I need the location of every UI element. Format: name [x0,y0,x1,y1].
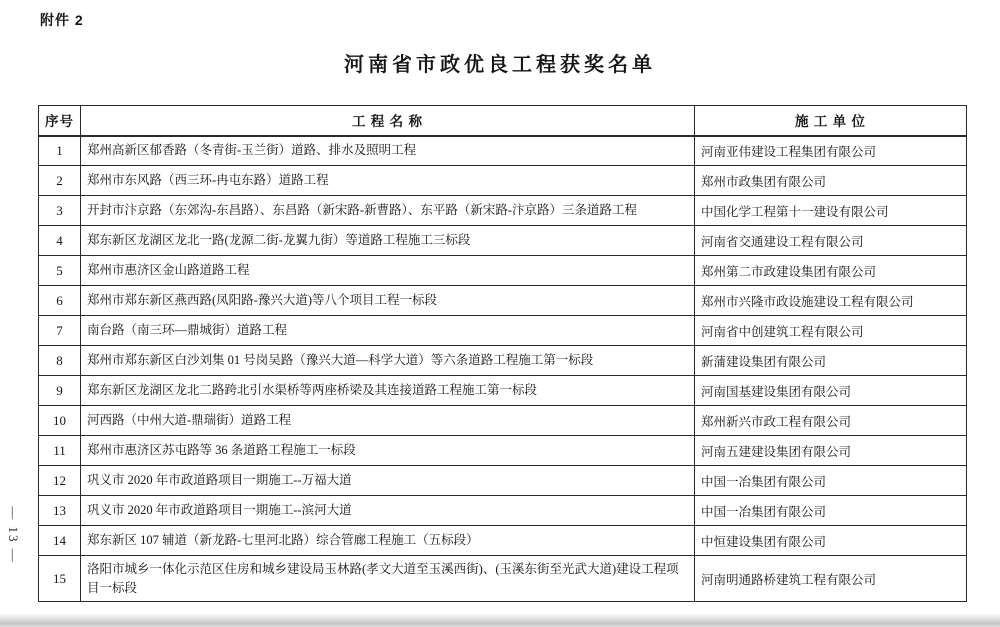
project-name-cell: 郑州市惠济区苏屯路等 36 条道路工程施工一标段 [81,436,695,466]
company-cell: 河南省中创建筑工程有限公司 [695,316,967,346]
row-number-cell: 14 [39,526,81,556]
company-cell: 河南亚伟建设工程集团有限公司 [695,136,967,166]
row-number-cell: 15 [39,556,81,602]
row-number-cell: 5 [39,256,81,286]
row-number-cell: 10 [39,406,81,436]
table-row [39,526,967,556]
table-row [39,136,967,166]
table-row [39,346,967,376]
project-name-cell: 洛阳市城乡一体化示范区住房和城乡建设局玉林路(孝文大道至玉溪西街)、(玉溪东街至光武大道)建设工程项目一标段 [81,556,695,602]
table-row [39,166,967,196]
project-name-cell: 郑州市郑东新区燕西路(凤阳路-豫兴大道)等八个项目工程一标段 [81,286,695,316]
table-row [39,556,967,602]
table-row [39,286,967,316]
row-number-cell: 12 [39,466,81,496]
table-row [39,226,967,256]
table-row [39,376,967,406]
table-row [39,256,967,286]
project-name-cell: 巩义市 2020 年市政道路项目一期施工--滨河大道 [81,496,695,526]
table-row [39,436,967,466]
awards-table [38,105,967,602]
project-name-cell: 郑州市郑东新区白沙刘集 01 号岗吴路（豫兴大道—科学大道）等六条道路工程施工第一标段 [81,346,695,376]
company-cell: 河南省交通建设工程有限公司 [695,226,967,256]
row-number-cell: 4 [39,226,81,256]
company-cell: 中国一冶集团有限公司 [695,496,967,526]
table-header-row [39,106,967,136]
company-cell: 中国一冶集团有限公司 [695,466,967,496]
row-number-cell: 6 [39,286,81,316]
project-name-cell: 开封市汴京路（东郊沟-东昌路）、东昌路（新宋路-新曹路）、东平路（新宋路-汴京路）三条道路工程 [81,196,695,226]
project-name-cell: 郑东新区 107 辅道（新龙路-七里河北路）综合管廊工程施工（五标段） [81,526,695,556]
project-name-cell: 郑州市惠济区金山路道路工程 [81,256,695,286]
header-serial-number: 序号 [39,106,81,136]
company-cell: 郑州新兴市政工程有限公司 [695,406,967,436]
project-name-cell: 巩义市 2020 年市政道路项目一期施工--万福大道 [81,466,695,496]
row-number-cell: 11 [39,436,81,466]
row-number-cell: 13 [39,496,81,526]
company-cell: 中恒建设集团有限公司 [695,526,967,556]
row-number-cell: 1 [39,136,81,166]
project-name-cell: 河西路（中州大道-鼎瑞街）道路工程 [81,406,695,436]
table-row [39,316,967,346]
row-number-cell: 8 [39,346,81,376]
company-cell: 郑州第二市政建设集团有限公司 [695,256,967,286]
row-number-cell: 3 [39,196,81,226]
table-body [39,136,967,602]
company-cell: 河南明通路桥建筑工程有限公司 [695,556,967,602]
table-row [39,196,967,226]
row-number-cell: 9 [39,376,81,406]
company-cell: 河南国基建设集团有限公司 [695,376,967,406]
row-number-cell: 7 [39,316,81,346]
table-row [39,466,967,496]
attachment-label: 附件 2 [40,12,84,28]
project-name-cell: 郑州高新区郁香路（冬青街-玉兰街）道路、排水及照明工程 [81,136,695,166]
page-bottom-shadow [0,613,1000,627]
project-name-cell: 郑东新区龙湖区龙北一路(龙源二街-龙翼九街）等道路工程施工三标段 [81,226,695,256]
project-name-cell: 南台路（南三环—鼎城街）道路工程 [81,316,695,346]
table-row [39,496,967,526]
row-number-cell: 2 [39,166,81,196]
company-cell: 中国化学工程第十一建设有限公司 [695,196,967,226]
company-cell: 新蒲建设集团有限公司 [695,346,967,376]
header-project-name: 工 程 名 称 [81,106,695,136]
page-number: — 13 — [6,506,21,564]
project-name-cell: 郑东新区龙湖区龙北二路跨北引水渠桥等两座桥梁及其连接道路工程施工第一标段 [81,376,695,406]
company-cell: 郑州市兴隆市政设施建设工程有限公司 [695,286,967,316]
header-construction-unit: 施 工 单 位 [695,106,967,136]
company-cell: 河南五建建设集团有限公司 [695,436,967,466]
table-row [39,406,967,436]
project-name-cell: 郑州市东风路（西三环-冉屯东路）道路工程 [81,166,695,196]
page-title: 河南省市政优良工程获奖名单 [344,54,656,76]
company-cell: 郑州市政集团有限公司 [695,166,967,196]
